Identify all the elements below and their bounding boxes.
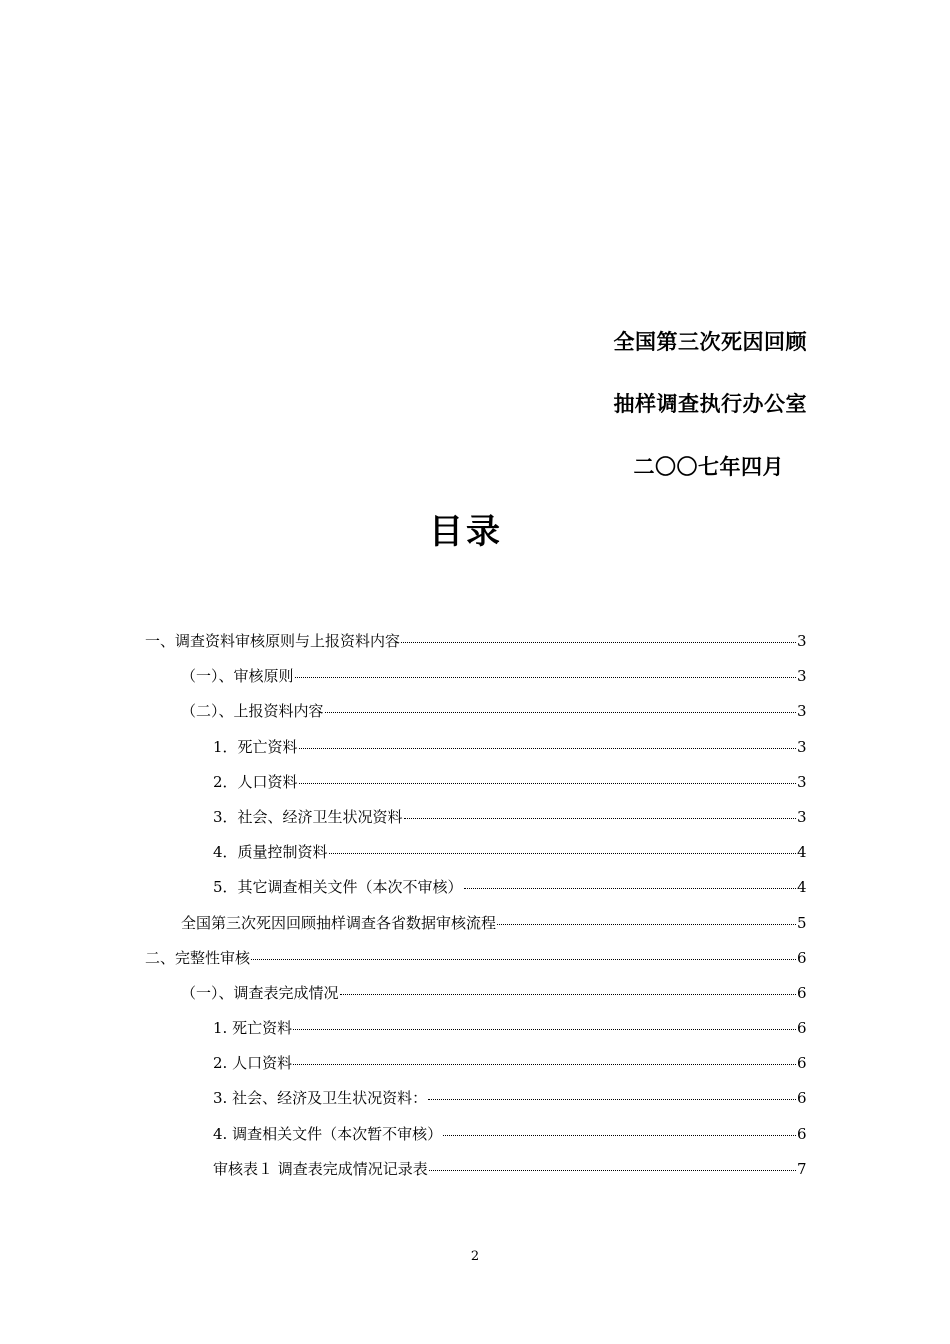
toc-entry[interactable]: [145, 1017, 806, 1052]
toc-entry-text: 二、完整性审核: [145, 948, 251, 967]
toc-entry[interactable]: [145, 630, 806, 665]
toc-entry-text: 全国第三次死因回顾抽样调查各省数据审核流程: [181, 913, 497, 932]
toc-leader: [404, 818, 796, 819]
toc-entry-page: 3: [797, 632, 807, 650]
toc-entry[interactable]: [145, 771, 806, 806]
toc-entry-page: 3: [797, 702, 807, 721]
toc-leader: [251, 959, 796, 960]
toc-leader: [428, 1099, 796, 1100]
toc-entry[interactable]: [145, 700, 806, 735]
toc-entry-text: （一）、审核原则: [181, 667, 294, 686]
toc-entry[interactable]: [145, 841, 806, 876]
toc-entry-page: 3: [797, 807, 807, 826]
toc-entry-text: 3. 社会、经济及卫生状况资料：: [213, 1089, 428, 1108]
toc-leader: [443, 1135, 796, 1136]
toc-entry-text: 1. 死亡资料: [213, 1019, 293, 1038]
toc-entry-text: 3．社会、经济卫生状况资料: [213, 807, 403, 826]
toc-leader: [295, 677, 796, 678]
toc-entry-page: 4: [797, 843, 807, 862]
toc-leader: [497, 924, 796, 925]
toc-entry[interactable]: [145, 1052, 806, 1087]
toc-entry-text: 2. 人口资料: [213, 1054, 293, 1073]
toc-entry[interactable]: [145, 876, 806, 911]
toc-leader: [293, 1064, 796, 1065]
toc-entry-page: 5: [797, 913, 807, 932]
toc-leader: [293, 1029, 796, 1030]
toc-entry[interactable]: [145, 665, 806, 700]
toc-entry-text: （二）、上报资料内容: [181, 702, 324, 721]
toc-entry[interactable]: [145, 982, 806, 1017]
toc-entry[interactable]: [145, 912, 806, 947]
toc-entry-text: 审核表１ 调查表完成情况记录表: [213, 1159, 428, 1178]
toc-entry[interactable]: [145, 1087, 806, 1122]
toc-leader: [329, 853, 796, 854]
toc-leader: [340, 994, 796, 995]
organization-name-line2: 抽样调查执行办公室: [613, 392, 807, 416]
toc-entry-page: 6: [797, 1089, 807, 1108]
toc-leader: [401, 642, 796, 643]
organization-name-line1: 全国第三次死因回顾: [613, 330, 807, 354]
toc-entry-page: 6: [797, 1019, 807, 1038]
document-date: 二〇〇七年四月: [633, 455, 784, 479]
toc-leader: [299, 748, 796, 749]
toc-entry-text: （一）、调查表完成情况: [181, 983, 339, 1002]
toc-entry-text: 4. 调查相关文件（本次暂不审核）: [213, 1124, 443, 1143]
toc-leader: [325, 712, 796, 713]
toc-entry-page: 6: [797, 1124, 807, 1143]
toc-entry-page: 6: [797, 948, 807, 967]
toc-entry[interactable]: [145, 806, 806, 841]
toc-entry-text: 2．人口资料: [213, 772, 298, 791]
toc-leader: [464, 888, 796, 889]
toc-leader: [429, 1170, 796, 1171]
toc-entry-page: 7: [797, 1159, 807, 1178]
toc-leader: [299, 783, 796, 784]
toc-entry-text: 4．质量控制资料: [213, 843, 328, 862]
toc-entry-page: 4: [797, 878, 807, 897]
table-of-contents: [145, 630, 806, 1193]
toc-entry[interactable]: [145, 736, 806, 771]
toc-entry-text: 一、调查资料审核原则与上报资料内容: [145, 632, 401, 650]
toc-title: 目录: [429, 512, 503, 552]
toc-entry-page: 6: [797, 1054, 807, 1073]
toc-entry[interactable]: [145, 1158, 806, 1193]
toc-entry-text: 1．死亡资料: [213, 737, 298, 756]
toc-entry-page: 6: [797, 983, 807, 1002]
page-number: 2: [470, 1249, 480, 1264]
toc-entry[interactable]: [145, 947, 806, 982]
toc-entry-page: 3: [797, 667, 807, 686]
toc-entry-page: 3: [797, 772, 807, 791]
toc-entry[interactable]: [145, 1123, 806, 1158]
toc-entry-text: 5．其它调查相关文件（本次不审核）: [213, 878, 463, 897]
toc-entry-page: 3: [797, 737, 807, 756]
